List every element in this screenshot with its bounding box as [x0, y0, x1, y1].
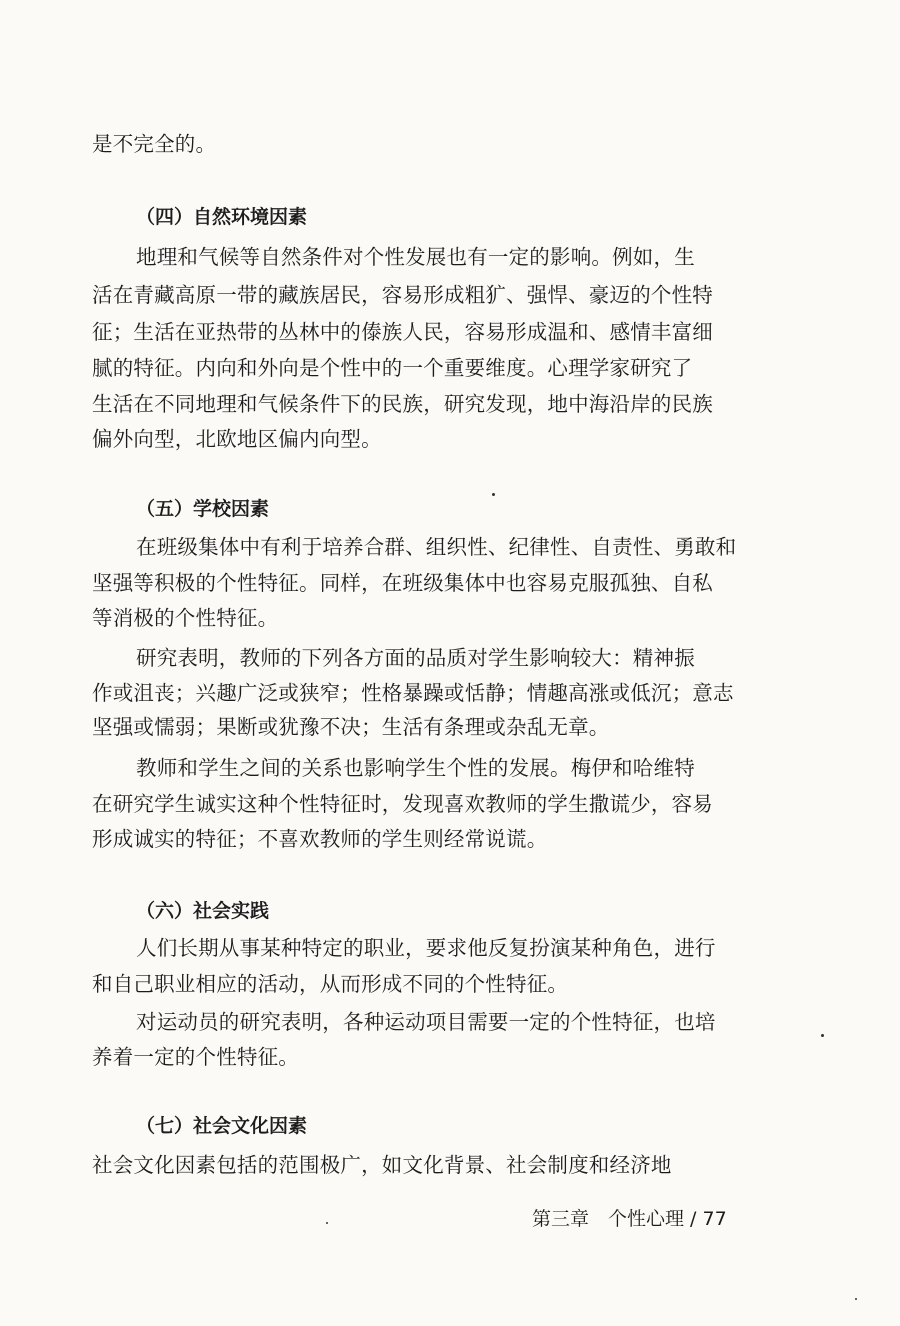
paragraph-line: 生活在不同地理和气候条件下的民族，研究发现，地中海沿岸的民族 — [92, 392, 713, 416]
paragraph-line: 教师和学生之间的关系也影响学生个性的发展。梅伊和哈维特 — [136, 756, 695, 780]
paragraph-line: 地理和气候等自然条件对个性发展也有一定的影响。例如，生 — [136, 245, 695, 269]
paragraph-line: 坚强或懦弱；果断或犹豫不决；生活有条理或杂乱无章。 — [92, 715, 610, 739]
paragraph-line: 是不完全的。 — [92, 132, 217, 156]
paragraph-line: 征；生活在亚热带的丛林中的傣族人民，容易形成温和、感情丰富细 — [92, 320, 713, 344]
paragraph-line: 养着一定的个性特征。 — [92, 1045, 299, 1069]
paragraph-line: 坚强等积极的个性特征。同样，在班级集体中也容易克服孤独、自私 — [92, 571, 713, 595]
paragraph-line: 腻的特征。内向和外向是个性中的一个重要维度。心理学家研究了 — [92, 356, 693, 380]
paragraph-line: 对运动员的研究表明，各种运动项目需要一定的个性特征，也培 — [136, 1010, 716, 1034]
paragraph-line: 和自己职业相应的活动，从而形成不同的个性特征。 — [92, 972, 569, 996]
paragraph-line: 形成诚实的特征；不喜欢教师的学生则经常说谎。 — [92, 827, 548, 851]
paragraph-line: 作或沮丧；兴趣广泛或狭窄；性格暴躁或恬静；情趣高涨或低沉；意志 — [92, 681, 734, 705]
paragraph-line: 研究表明，教师的下列各方面的品质对学生影响较大：精神振 — [136, 646, 695, 670]
section-heading-social-practice: （六）社会实践 — [136, 900, 270, 922]
section-heading-school: （五）学校因素 — [136, 498, 270, 520]
page-footer: 第三章 个性心理 / 77 — [532, 1208, 727, 1230]
paragraph-line: 在研究学生诚实这种个性特征时，发现喜欢教师的学生撒谎少，容易 — [92, 792, 713, 816]
section-heading-social-culture: （七）社会文化因素 — [136, 1115, 308, 1137]
scan-speck — [855, 1298, 857, 1300]
paragraph-line: 人们长期从事某种特定的职业，要求他反复扮演某种角色，进行 — [136, 936, 716, 960]
section-heading-natural-environment: （四）自然环境因素 — [136, 206, 308, 228]
scan-speck — [326, 1222, 328, 1224]
scan-speck — [821, 1034, 824, 1037]
paragraph-line: 活在青藏高原一带的藏族居民，容易形成粗犷、强悍、豪迈的个性特 — [92, 283, 713, 307]
paragraph-line: 社会文化因素包括的范围极广，如文化背景、社会制度和经济地 — [92, 1153, 672, 1177]
paragraph-line: 在班级集体中有利于培养合群、组织性、纪律性、自责性、勇敢和 — [136, 535, 737, 559]
paragraph-line: 偏外向型，北欧地区偏内向型。 — [92, 427, 382, 451]
paragraph-line: 等消极的个性特征。 — [92, 606, 279, 630]
scan-speck — [492, 493, 495, 496]
